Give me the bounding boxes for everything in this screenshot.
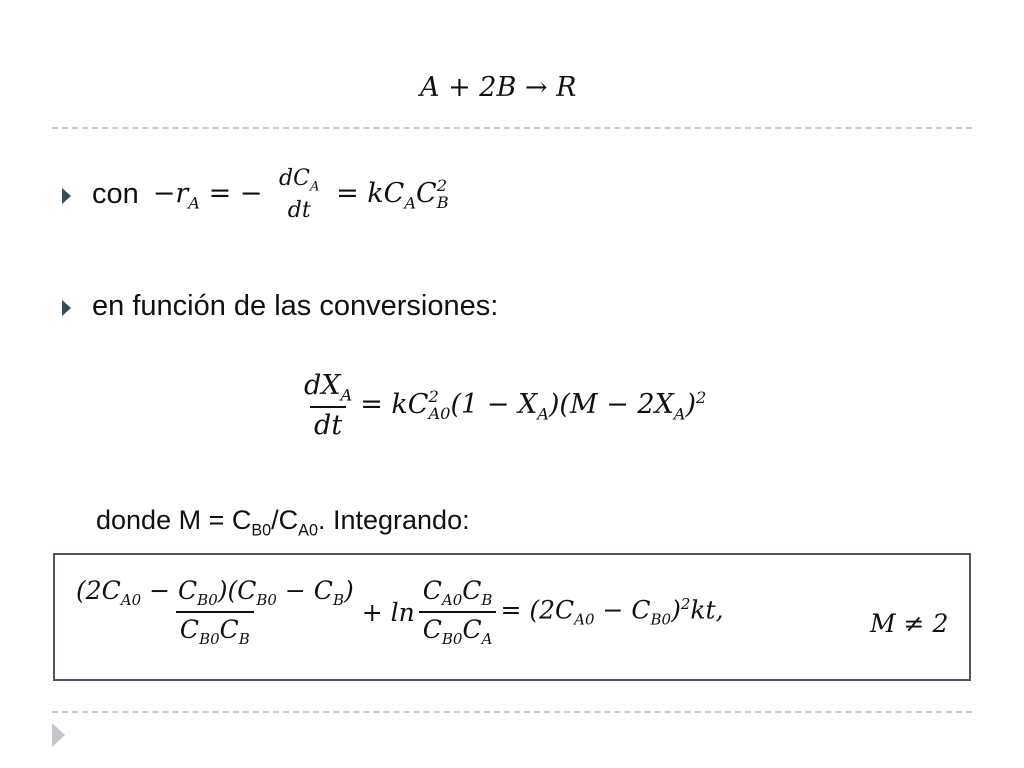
rate-law-line	[92, 166, 449, 223]
res-rhs-s1: A0	[574, 610, 595, 629]
rate-frac-den: dt	[287, 198, 311, 224]
integrated-equation	[68, 576, 724, 648]
bullet-icon	[62, 188, 71, 204]
note-sub2: A0	[298, 521, 318, 540]
res-num-s1: A0	[120, 591, 142, 609]
res-num-s4: B	[332, 591, 344, 609]
note-prefix: donde M = C	[96, 505, 252, 535]
note-suffix: . Integrando:	[317, 505, 470, 535]
definition-note	[96, 505, 470, 540]
rate-law-equation	[153, 166, 449, 223]
rate-fraction	[275, 166, 323, 223]
rate-eq1: = −	[208, 178, 263, 210]
res-f2-den-s2: A	[481, 630, 493, 648]
res-den-s1: B0	[199, 630, 220, 648]
note-mid: /C	[271, 505, 299, 535]
conv-rhs-d-sup: 2	[696, 388, 707, 407]
conv-rhs-a: = kC	[360, 389, 429, 420]
rate-lhs: −r	[152, 178, 189, 210]
reaction-lhs: A + 2B	[420, 72, 517, 103]
res-num: (2C	[76, 576, 121, 605]
top-divider	[52, 127, 972, 129]
res-f2-num: C	[422, 576, 442, 605]
conv-frac-num: dX	[304, 370, 341, 401]
res-num-s3: B0	[256, 591, 277, 609]
conversion-equation	[296, 370, 706, 441]
rate-frac-num-sub: A	[309, 179, 320, 195]
result-fraction-1	[72, 576, 358, 648]
result-condition: M ≠ 2	[870, 609, 949, 638]
con-label: con	[92, 178, 139, 211]
res-num-s2: B0	[197, 591, 218, 609]
conversion-heading: en función de las conversiones:	[92, 290, 499, 322]
res-num-c: )(C	[217, 576, 257, 605]
conversion-fraction	[300, 370, 356, 441]
conv-rhs-c-sub: A	[673, 404, 686, 424]
result-fraction-2	[419, 576, 497, 648]
reaction-rhs: R	[556, 72, 577, 103]
rate-cb: C	[416, 178, 437, 210]
conv-rhs-d: )	[685, 389, 697, 420]
res-num-d: − C	[276, 576, 333, 605]
res-f2-num-s1: A0	[441, 591, 463, 609]
res-den: C	[179, 615, 200, 644]
rate-ca-sub: A	[404, 193, 417, 213]
res-rhs-b: − C	[594, 595, 651, 625]
conv-rhs-c: )(M − 2X	[548, 389, 674, 420]
reaction-arrow: →	[524, 72, 548, 103]
rate-lhs-sub: A	[188, 193, 200, 213]
res-rhs: = (2C	[500, 595, 575, 625]
res-rhs-c: )	[671, 595, 681, 625]
res-num-e: )	[343, 576, 354, 605]
conv-frac-den: dt	[310, 406, 346, 441]
res-den-s2: B	[238, 630, 250, 648]
rate-frac-num: dC	[279, 166, 310, 191]
conv-rhs-a-sub: A0	[428, 403, 451, 423]
res-rhs-d: kt,	[690, 595, 724, 625]
res-f2-den-b: C	[462, 615, 482, 644]
res-f2-num-s2: B	[481, 591, 493, 609]
conv-rhs-a-sup: 2	[428, 387, 439, 407]
bullet-icon	[62, 300, 71, 316]
res-f2-den: C	[422, 615, 442, 644]
res-num-b: − C	[141, 576, 198, 605]
res-den-b: C	[219, 615, 239, 644]
res-f2-den-s1: B0	[441, 630, 463, 648]
conv-frac-num-sub: A	[340, 385, 353, 405]
conv-rhs-b: (1 − X	[450, 389, 538, 420]
bottom-divider	[52, 711, 972, 713]
res-rhs-s2: B0	[650, 610, 672, 629]
reaction-equation	[420, 72, 576, 103]
res-rhs-sup: 2	[680, 595, 691, 614]
next-slide-arrow-icon[interactable]	[52, 723, 65, 747]
rate-eq2: = kC	[336, 178, 405, 210]
conv-rhs-b-sub: A	[537, 404, 549, 424]
rate-cb-sub: B	[436, 192, 449, 212]
rate-cb-sup: 2	[436, 176, 447, 196]
res-f2-num-b: C	[462, 576, 482, 605]
note-sub1: B0	[251, 521, 272, 540]
res-plus-ln: + ln	[361, 597, 415, 627]
